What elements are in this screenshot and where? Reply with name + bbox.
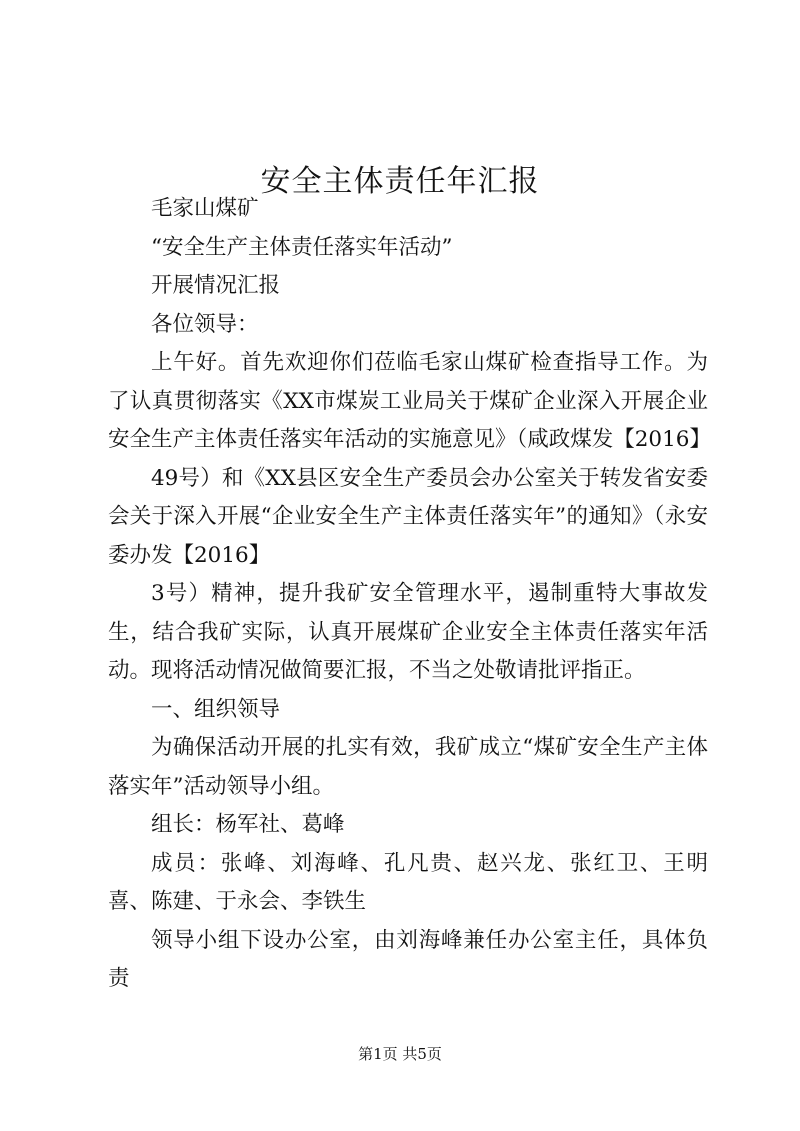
paragraph-purpose: 3号）精神，提升我矿安全管理水平，遏制重特大事故发生，结合我矿实际，认真开展煤矿企业安全主体责任落实年活动。现将活动情况做简要汇报，不当之处敬请批评指正。 (108, 581, 708, 683)
paragraph-salutation: 各位领导： (151, 311, 259, 337)
paragraph-leading-group: 为确保活动开展的扎实有效，我矿成立“煤矿安全生产主体落实年”活动领导小组。 (108, 735, 708, 799)
paragraph-activity-name: “安全生产主体责任落实年活动” (151, 234, 453, 260)
paragraph-mine-name: 毛家山煤矿 (151, 196, 259, 221)
paragraph-group-members: 成员：张峰、刘海峰、孔凡贵、赵兴龙、张红卫、王明喜、陈建、于永会、李铁生 (108, 850, 708, 914)
paragraph-greeting: 上午好。首先欢迎你们莅临毛家山煤矿检查指导工作。为了认真贯彻落实《XX市煤炭工业局关于煤矿企业深入开展企业安全生产主体责任落实年活动的实施意见》（咸政煤发【2016】 (108, 350, 711, 452)
paragraph-group-leaders: 组长：杨军社、葛峰 (151, 812, 345, 837)
paragraph-office: 领导小组下设办公室，由刘海峰兼任办公室主任，具体负责 (108, 927, 708, 991)
section-heading-organization: 一、组织领导 (151, 696, 281, 722)
paragraph-notice-reference: 49号）和《XX县区安全生产委员会办公室关于转发省安委会关于深入开展“企业安全生产主体责任落实年”的通知》（永安委办发【2016】 (108, 465, 708, 568)
paragraph-report-subtitle: 开展情况汇报 (151, 273, 281, 298)
page-number-footer: 第1页 共5页 (358, 1045, 442, 1063)
document-title: 安全主体责任年汇报 (260, 164, 540, 200)
document-body (108, 190, 711, 999)
